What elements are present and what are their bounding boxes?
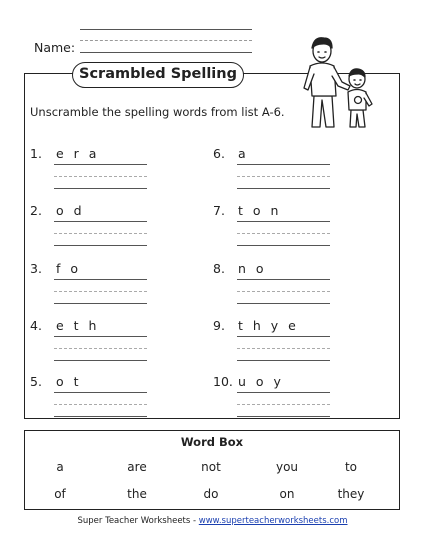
answer-line-top	[237, 392, 330, 393]
answer-line-dash	[237, 176, 330, 177]
answer-field[interactable]	[237, 360, 330, 361]
item-number: 4.	[30, 318, 42, 333]
word-box-word: are	[127, 460, 147, 474]
scrambled-word: f o	[56, 261, 82, 276]
scrambled-word: n o	[238, 261, 267, 276]
answer-line-top	[237, 279, 330, 280]
father-son-illustration	[296, 30, 396, 130]
answer-field[interactable]	[237, 303, 330, 304]
answer-line-top	[237, 336, 330, 337]
answer-field[interactable]	[54, 188, 147, 189]
answer-field[interactable]	[54, 416, 147, 417]
item-number: 7.	[213, 203, 225, 218]
item-number: 6.	[213, 146, 225, 161]
answer-line-top	[54, 336, 147, 337]
scrambled-word: o t	[56, 374, 82, 389]
answer-line-top	[54, 221, 147, 222]
item-number: 5.	[30, 374, 42, 389]
answer-field[interactable]	[237, 188, 330, 189]
scrambled-word: e t h	[56, 318, 100, 333]
word-box-word: the	[127, 487, 147, 501]
word-box-word: on	[279, 487, 295, 501]
item-number: 1.	[30, 146, 42, 161]
word-box-word: to	[344, 460, 358, 474]
answer-field[interactable]	[54, 303, 147, 304]
item-number: 8.	[213, 261, 225, 276]
answer-line-dash	[54, 233, 147, 234]
answer-line-dash	[237, 404, 330, 405]
answer-line-dash	[237, 233, 330, 234]
name-label: Name:	[34, 40, 76, 55]
scrambled-word: a	[238, 146, 249, 161]
footer-text: Super Teacher Worksheets -	[77, 516, 199, 526]
scrambled-word: t o n	[238, 203, 282, 218]
name-line-dash	[80, 40, 252, 41]
footer-link[interactable]: www.superteacherworksheets.com	[198, 516, 348, 526]
word-box-title: Word Box	[180, 435, 244, 449]
name-line-top	[80, 29, 252, 30]
item-number: 3.	[30, 261, 42, 276]
word-box-word: do	[203, 487, 219, 501]
scrambled-word: u o y	[238, 374, 284, 389]
answer-line-dash	[54, 176, 147, 177]
answer-field[interactable]	[237, 416, 330, 417]
scrambled-word: o d	[56, 203, 85, 218]
word-box-word: they	[337, 487, 365, 501]
answer-line-dash	[237, 348, 330, 349]
item-number: 10.	[213, 374, 233, 389]
word-box-word: a	[56, 460, 64, 474]
item-number: 9.	[213, 318, 225, 333]
word-box-word: you	[275, 460, 299, 474]
answer-line-top	[237, 164, 330, 165]
scrambled-word: e r a	[56, 146, 100, 161]
footer	[0, 516, 425, 526]
answer-field[interactable]	[54, 360, 147, 361]
name-field[interactable]	[80, 52, 252, 53]
answer-line-dash	[54, 348, 147, 349]
answer-field[interactable]	[54, 245, 147, 246]
word-box-word: of	[54, 487, 66, 501]
answer-line-top	[54, 164, 147, 165]
word-box-word: not	[201, 460, 221, 474]
item-number: 2.	[30, 203, 42, 218]
answer-line-dash	[54, 404, 147, 405]
answer-line-top	[54, 392, 147, 393]
answer-line-dash	[237, 291, 330, 292]
scrambled-word: t h y e	[238, 318, 299, 333]
worksheet-title: Scrambled Spelling	[72, 62, 244, 88]
answer-field[interactable]	[237, 245, 330, 246]
answer-line-top	[237, 221, 330, 222]
answer-line-dash	[54, 291, 147, 292]
answer-line-top	[54, 279, 147, 280]
instructions: Unscramble the spelling words from list A-6.	[30, 105, 285, 119]
